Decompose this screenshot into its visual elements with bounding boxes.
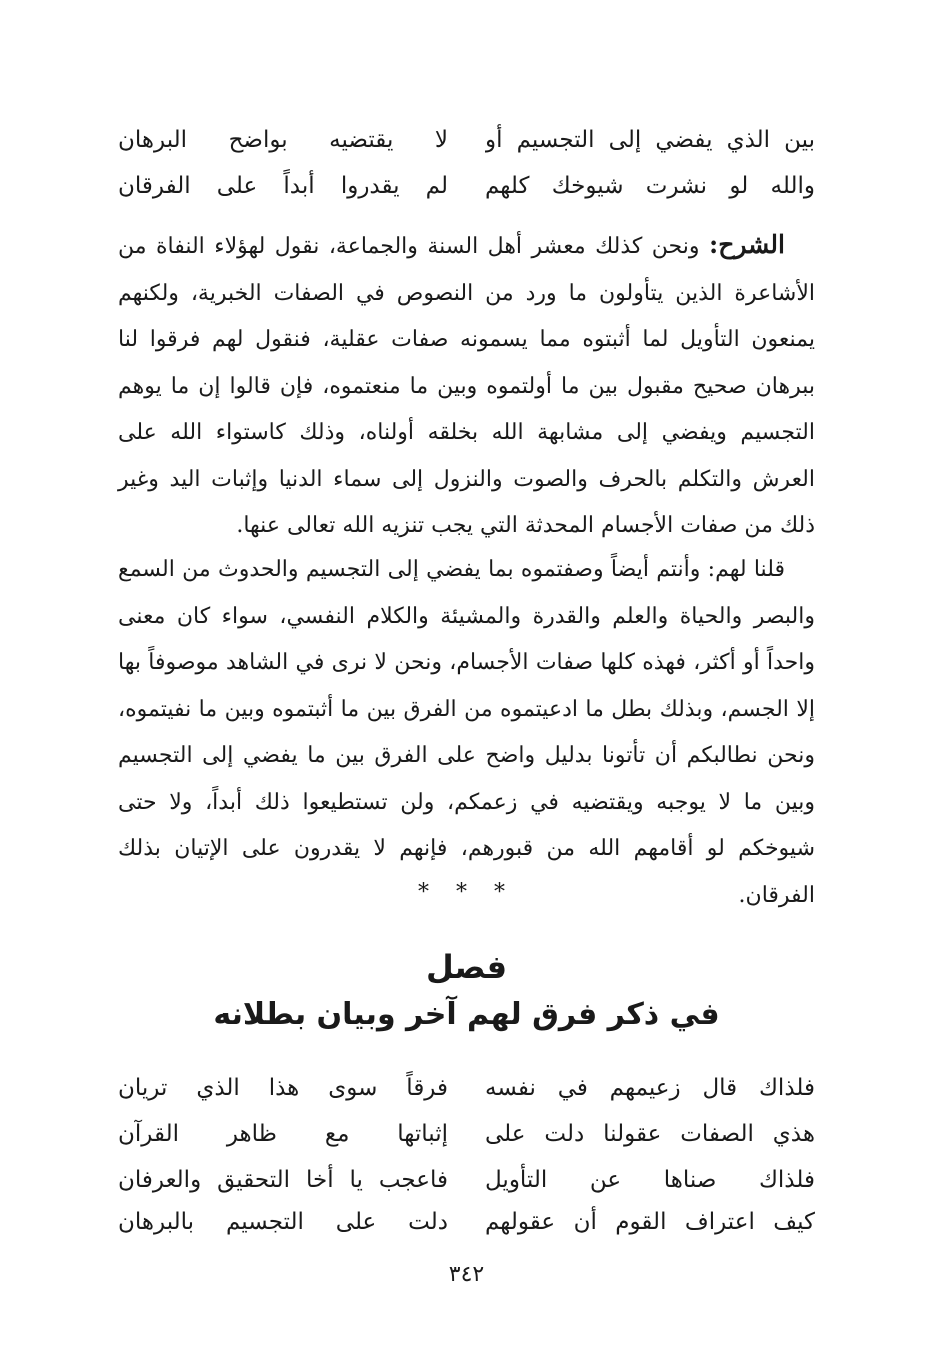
verse-first-hemistich: بين الذي يفضي إلى التجسيم أو (485, 127, 815, 153)
verse-second-hemistich: دلت على التجسيم بالبرهان (118, 1209, 448, 1235)
section-subheading: في ذكر فرق لهم آخر وبيان بطلانه (213, 997, 720, 1032)
verse-line (118, 166, 815, 206)
verse-first-hemistich: هذي الصفات عقولنا دلت على (485, 1121, 815, 1147)
verse-line (118, 1202, 815, 1242)
section-separator: * * * (418, 880, 515, 905)
reply-block (118, 547, 815, 919)
verse-first-hemistich: والله لو نشرت شيوخك كلهم (485, 173, 815, 199)
page-number: ٣٤٢ (448, 1262, 485, 1287)
verse-first-hemistich: فلذاك صناها عن التأويل (485, 1167, 815, 1193)
verse-second-hemistich: إثباتها مع ظاهر القرآن (118, 1121, 448, 1147)
verse-first-hemistich: كيف اعتراف القوم أن عقولهم (485, 1209, 815, 1235)
verse-second-hemistich: فرقاً سوى هذا الذي تريان (118, 1075, 448, 1101)
commentary-paragraph (118, 222, 815, 550)
verse-first-hemistich: فلذاك قال زعيمهم في نفسه (485, 1075, 815, 1101)
sharh-text: ونحن كذلك معشر أهل السنة والجماعة، نقول لهؤلاء النفاة من الأشاعرة الذين يتأولون ما ورد من النصوص في الصفات الخبرية، ولكنهم يمنعون التأويل لما أثبتوه مما يسمونه صفات عقلية، فنقول لهم فرقوا لنا ببرهان صحيح مقبول بين ما أولتموه وبين ما منعتموه، فإن قالوا إن ما يوهم التجسيم ويفضي إلى مشابهة الله بخلقه أولناه، وذلك كاستواء الله على العرش والتكلم بالحرف والصوت والنزول إلى سماء الدنيا وإثبات اليد وغير ذلك من صفات الأجسام المحدثة التي يجب تنزيه الله تعالى عنها. (118, 234, 815, 538)
verse-line (118, 1068, 815, 1108)
verse-second-hemistich: لا يقتضيه بواضح البرهان (118, 127, 448, 153)
verse-line (118, 1114, 815, 1154)
verse-line (118, 1160, 815, 1200)
reply-paragraph: قلنا لهم: وأنتم أيضاً وصفتموه بما يفضي إلى التجسيم والحدوث من السمع والبصر والحياة والعلم والقدرة والمشيئة والكلام النفسي، سواء كان معنى واحداً أو أكثر، فهذه كلها صفات الأجسام، ونحن لا نرى في الشاهد موصوفاً بها إلا الجسم، وبذلك بطل ما ادعيتموه من الفرق بين ما أثبتموه وبين ما نفيتموه، ونحن نطالبكم أن تأتونا بدليل واضح على الفرق بين ما يفضي إلى التجسيم وبين ما لا يوجبه ويقتضيه في زعمكم، ولن تستطيعوا ذلك أبداً، ولا حتى شيوخكم لو أقامهم الله من قبورهم، فإنهم لا يقدرون على الإتيان بذلك الفرقان. (118, 557, 815, 908)
section-heading: فصل (425, 948, 508, 986)
verse-line (118, 120, 815, 160)
sharh-label: الشرح: (708, 230, 785, 259)
verse-second-hemistich: فاعجب يا أخا التحقيق والعرفان (118, 1167, 448, 1193)
commentary-block (118, 222, 815, 550)
verse-second-hemistich: لم يقدروا أبداً على الفرقان (118, 173, 448, 199)
